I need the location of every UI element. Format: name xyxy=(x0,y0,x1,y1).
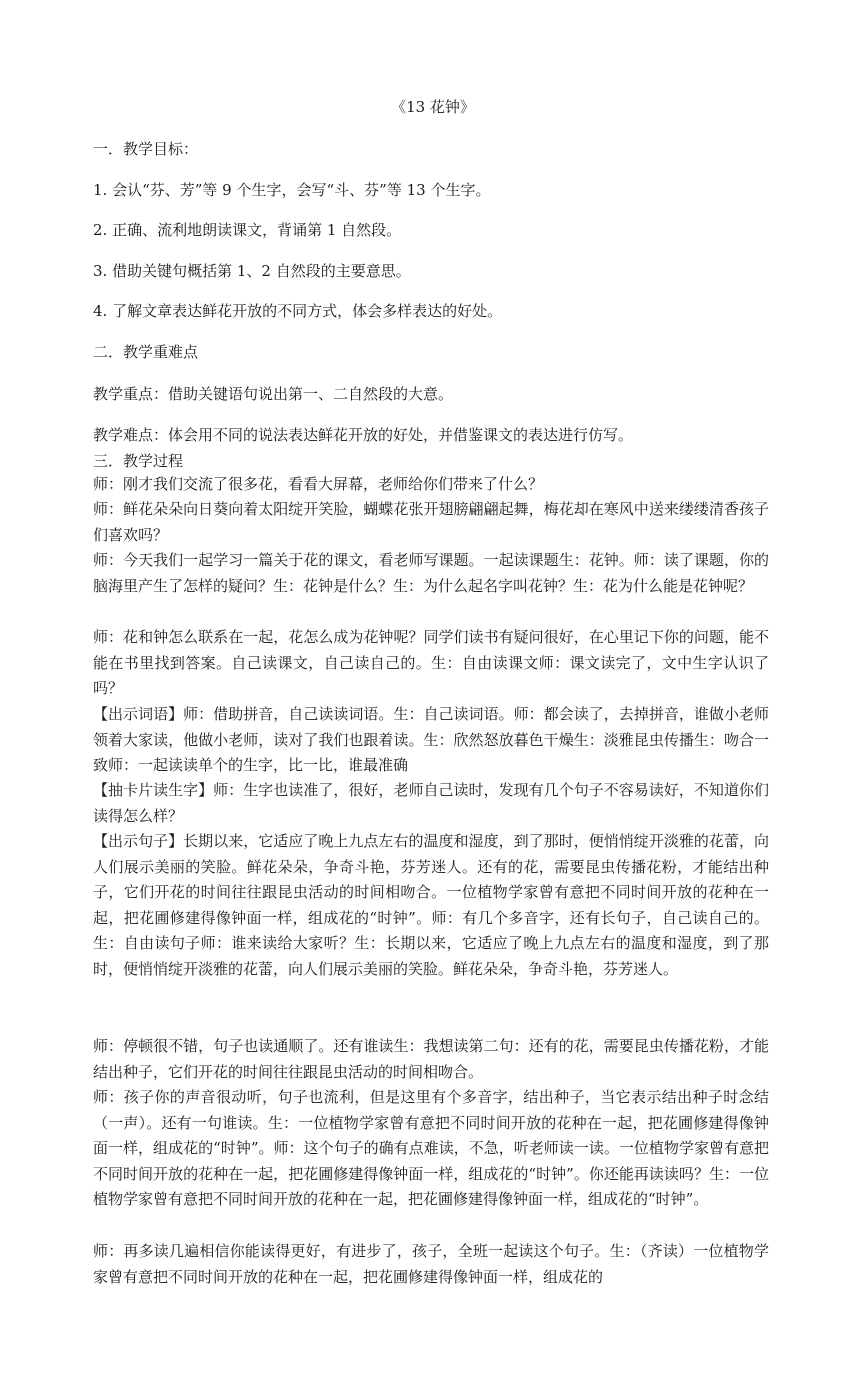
goal-item-4: 4. 了解文章表达鲜花开放的不同方式，体会多样表达的好处。 xyxy=(93,302,503,320)
process-paragraph-2: 师：鲜花朵朵向日葵向着太阳绽开笑脸，蝴蝶花张开翅膀翩翩起舞，梅花却在寒风中送来缕缕清香孩子们喜欢吗？ xyxy=(93,500,769,544)
process-paragraph-10: 师：再多读几遍相信你能读得更好，有进步了，孩子，全班一起读这个句子。生：（齐读）一位植物学家曾有意把不同时间开放的花种在一起，把花圃修建得像钟面一样，组成花的 xyxy=(93,1242,769,1286)
difficult-point: 教学难点：体会用不同的说法表达鲜花开放的好处，并借鉴课文的表达进行仿写。 xyxy=(93,426,634,444)
goal-item-2: 2. 正确、流利地朗读课文，背诵第 1 自然段。 xyxy=(93,221,402,239)
process-paragraph-8: 师：停顿很不错，句子也读通顺了。还有谁读生：我想读第二句：还有的花，需要昆虫传播花粉，才能结出种子，它们开花的时间往往跟昆虫活动的时间相吻合。 xyxy=(93,1037,769,1081)
process-heading: 三．教学过程 xyxy=(93,452,184,470)
key-heading: 二．教学重难点 xyxy=(93,343,199,361)
goal-item-1: 1. 会认“芬、芳”等 9 个生字，会写“斗、芬”等 13 个生字。 xyxy=(93,181,491,199)
document-title: 《13 花钟》 xyxy=(391,98,475,116)
process-paragraph-5: 【出示词语】师：借助拼音，自己读读词语。生：自己读词语。师：都会读了，去掉拼音，谁做小老师领着大家读，他做小老师，读对了我们也跟着读。生：欣然怒放暮色干燥生：淡雅昆虫传播生：吻合一致师：一起读读单个的生字，比一比，谁最准确 xyxy=(93,705,769,774)
process-paragraph-6: 【抽卡片读生字】师：生字也读准了，很好，老师自己读时，发现有几个句子不容易读好，不知道你们读得怎么样？ xyxy=(93,781,769,825)
process-paragraph-4: 师：花和钟怎么联系在一起，花怎么成为花钟呢？同学们读书有疑问很好，在心里记下你的问题，能不能在书里找到答案。自己读课文，自己读自己的。生：自由读课文师：课文读完了，文中生字认识了吗？ xyxy=(93,628,769,697)
process-paragraph-7: 【出示句子】长期以来，它适应了晚上九点左右的温度和湿度，到了那时，便悄悄绽开淡雅的花蕾，向人们展示美丽的笑脸。鲜花朵朵，争奇斗艳，芬芳迷人。还有的花，需要昆虫传播花粉，才能结出种子，它们开花的时间往往跟昆虫活动的时间相吻合。一位植物学家曾有意把不同时间开放的花种在一起，把花圃修建得像钟面一样，组成花的“时钟”。师：有几个多音字，还有长句子，自己读自己的。生：自由读句子师：谁来读给大家听？生：长期以来，它适应了晚上九点左右的温度和湿度，到了那时，便悄悄绽开淡雅的花蕾，向人们展示美丽的笑脸。鲜花朵朵，争奇斗艳，芬芳迷人。 xyxy=(93,832,769,978)
process-paragraph-9: 师：孩子你的声音很动听，句子也流利，但是这里有个多音字，结出种子，当它表示结出种子时念结（一声）。还有一句谁读。生：一位植物学家曾有意把不同时间开放的花种在一起，把花圃修建得像钟面一样，组成花的“时钟”。师：这个句子的确有点难读，不急，听老师读一读。一位植物学家曾有意把不同时间开放的花种在一起，把花圃修建得像钟面一样，组成花的“时钟”。你还能再读读吗？生：一位植物学家曾有意把不同时间开放的花种在一起，把花圃修建得像钟面一样，组成花的“时钟”。 xyxy=(93,1088,769,1208)
key-point: 教学重点：借助关键语句说出第一、二自然段的大意。 xyxy=(93,385,454,403)
process-paragraph-3: 师：今天我们一起学习一篇关于花的课文，看老师写课题。一起读课题生：花钟。师：读了课题，你的脑海里产生了怎样的疑问？生：花钟是什么？生：为什么起名字叫花钟？生：花为什么能是花钟呢？ xyxy=(93,551,769,595)
process-paragraph-1: 师：刚才我们交流了很多花，看看大屏幕，老师给你们带来了什么？ xyxy=(93,475,544,493)
goal-item-3: 3. 借助关键句概括第 1、2 自然段的主要意思。 xyxy=(93,262,411,280)
goals-heading: 一．教学目标： xyxy=(93,140,199,158)
